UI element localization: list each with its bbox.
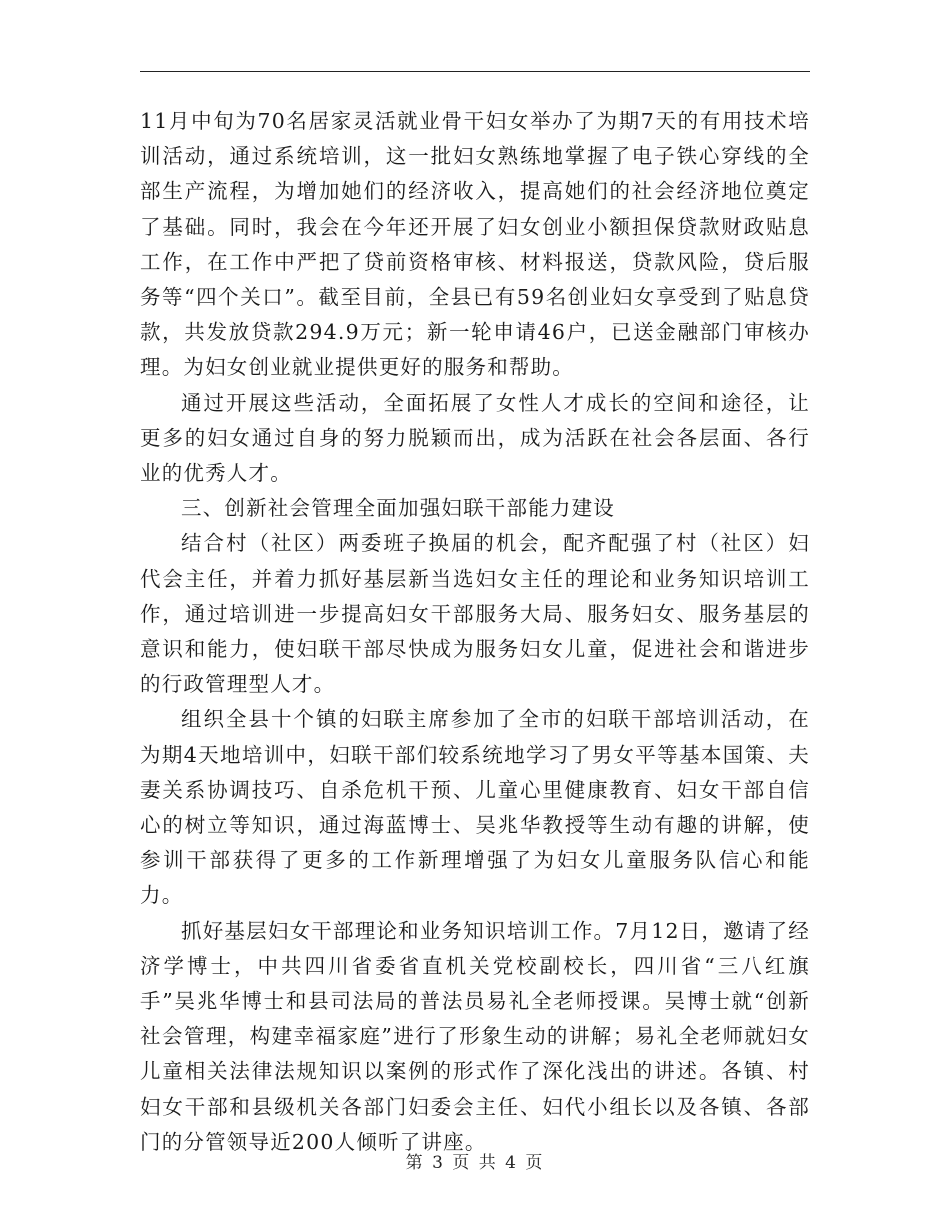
paragraph: 组织全县十个镇的妇联主席参加了全市的妇联干部培训活动，在为期4天地培训中，妇联干部们较系统地学习了男女平等基本国策、夫妻关系协调技巧、自杀危机干预、儿童心里健康教育、妇女干部自信心的树立等知识，通过海蓝博士、吴兆华教授等生动有趣的讲解，使参训干部获得了更多的工作新理增强了为妇女儿童服务队信心和能力。 [140, 707, 810, 908]
paragraph: 结合村（社区）两委班子换届的机会，配齐配强了村（社区）妇代会主任，并着力抓好基层新当选妇女主任的理论和业务知识培训工作，通过培训进一步提高妇女干部服务大局、服务妇女、服务基层的意识和能力，使妇联干部尽快成为服务妇女儿童，促进社会和谐进步的行政管理型人才。 [140, 531, 810, 697]
paragraph: 11月中旬为70名居家灵活就业骨干妇女举办了为期7天的有用技术培训活动，通过系统培训，这一批妇女熟练地掌握了电子铁心穿线的全部生产流程，为增加她们的经济收入，提高她们的社会经济地位奠定了基础。同时，我会在今年还开展了妇女创业小额担保贷款财政贴息工作，在工作中严把了贷前资格审核、材料报送，贷款风险，贷后服务等“四个关口”。截至目前，全县已有59名创业妇女享受到了贴息贷款，共发放贷款294.9万元；新一轮申请46户，已送金融部门审核办理。为妇女创业就业提供更好的服务和帮助。 [140, 109, 810, 380]
paragraph: 抓好基层妇女干部理论和业务知识培训工作。7月12日，邀请了经济学博士，中共四川省委省直机关党校副校长，四川省“三八红旗手”吴兆华博士和县司法局的普法员易礼全老师授课。吴博士就“创新社会管理，构建幸福家庭”进行了形象生动的讲解；易礼全老师就妇女儿童相关法律法规知识以案例的形式作了深化浅出的讲述。各镇、村妇女干部和县级机关各部门妇委会主任、妇代小组长以及各镇、各部门的分管领导近200人倾听了讲座。 [140, 918, 810, 1154]
header-rule [140, 71, 810, 72]
document-body [140, 104, 810, 1160]
section-heading: 三、创新社会管理全面加强妇联干部能力建设 [181, 496, 615, 521]
page-footer: 第 3 页 共 4 页 [405, 1153, 545, 1173]
paragraph: 通过开展这些活动，全面拓展了女性人才成长的空间和途径，让更多的妇女通过自身的努力脱颖而出，成为活跃在社会各层面、各行业的优秀人才。 [140, 390, 810, 486]
